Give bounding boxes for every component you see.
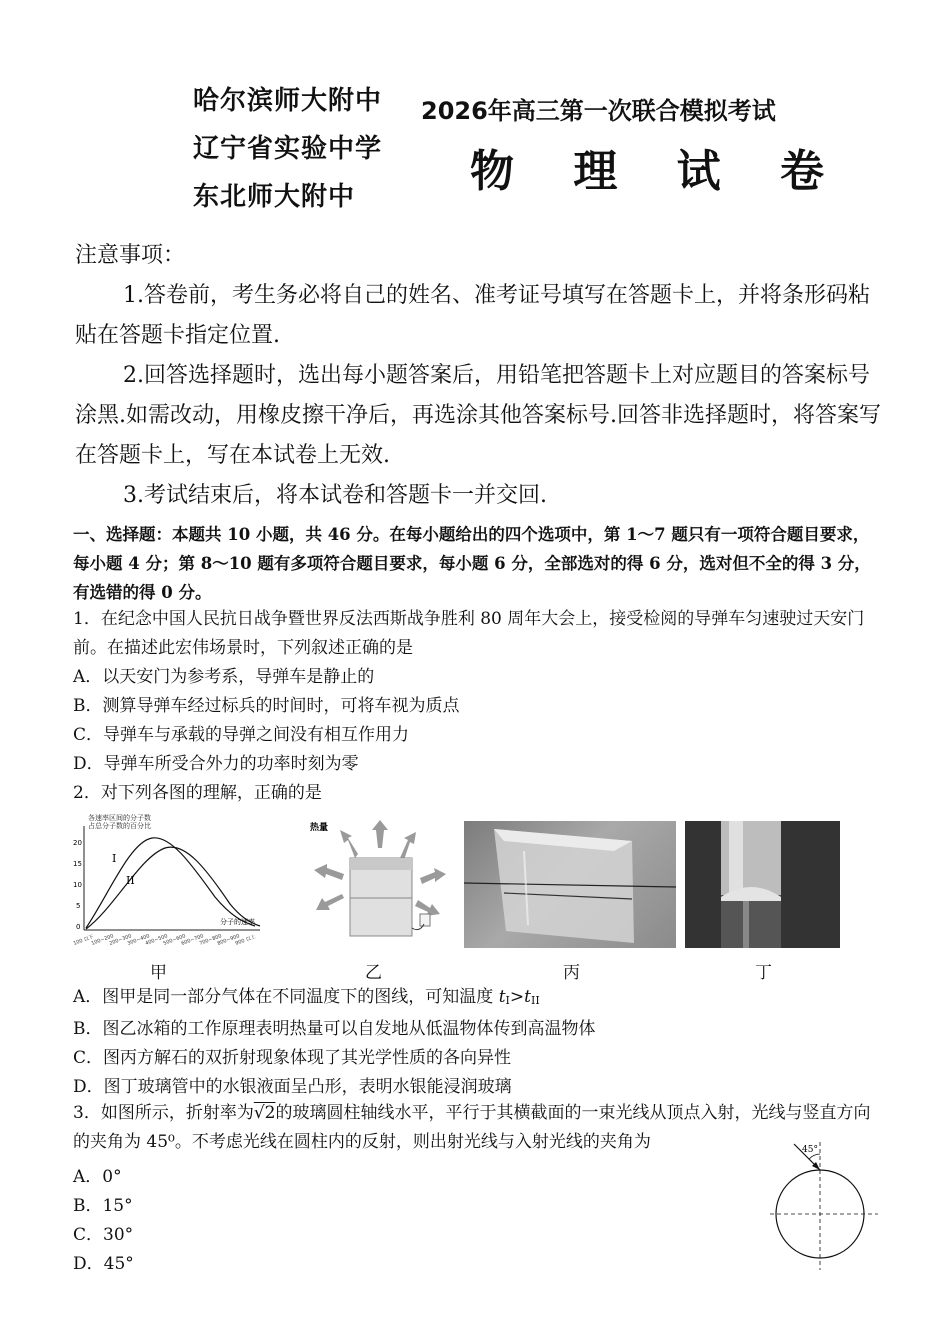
question-1-stem: 1．在纪念中国人民抗日战争暨世界反法西斯战争胜利 80 周年大会上，接受检阅的导弹车匀速驶过天安门前。在描述此宏伟场景时，下列叙述正确的是 bbox=[73, 609, 865, 658]
paper-title: 物 理 试 卷 bbox=[470, 146, 846, 197]
y-tick: 10 bbox=[73, 881, 82, 889]
x-tick: 400~500 bbox=[144, 933, 169, 947]
figure-bing-calcite-photo bbox=[464, 821, 676, 948]
q3-option-d: D．45° bbox=[73, 1254, 134, 1274]
figure-label-bing: 丙 bbox=[563, 963, 580, 983]
y-tick: 20 bbox=[73, 839, 82, 847]
chart-title-2: 占总分子数的百分比 bbox=[88, 822, 151, 830]
q3-option-a: A．0° bbox=[73, 1167, 122, 1187]
heat-label: 热量 bbox=[310, 823, 329, 833]
figure-ding-tube-photo bbox=[685, 821, 840, 948]
x-tick: 100~200 bbox=[90, 933, 115, 947]
question-3 bbox=[73, 1099, 885, 1157]
q2-option-d: D．图丁玻璃管中的水银液面呈凸形，表明水银能浸润玻璃 bbox=[73, 1077, 512, 1097]
figure-yi-fridge bbox=[300, 818, 455, 943]
curve-label-i: I bbox=[112, 852, 117, 865]
school-name-2: 辽宁省实验中学 bbox=[193, 134, 383, 164]
x-tick: 900 以上 bbox=[234, 934, 257, 947]
section-heading: 一、选择题：本题共 10 小题，共 46 分。在每小题给出的四个选项中，第 1～7 题只有一项符合题目要求，每小题 4 分；第 8～10 题有多项符合题目要求，每小题 6 分，全部选对的得 6 分，选对但不全的得 3 分，有选错的得 0 分。 bbox=[73, 525, 871, 602]
figure-jia-chart bbox=[70, 812, 270, 950]
q2-option-b: B．图乙冰箱的工作原理表明热量可以自发地从低温物体传到高温物体 bbox=[73, 1019, 596, 1039]
note-item-3: 3.考试结束后，将本试卷和答题卡一并交回. bbox=[123, 483, 547, 508]
curve-label-ii: II bbox=[126, 874, 135, 887]
school-name-3: 东北师大附中 bbox=[193, 182, 356, 212]
q3-cylinder-diagram bbox=[770, 1138, 882, 1274]
x-tick: 200~300 bbox=[108, 933, 133, 947]
note-item-1: 1.答卷前，考生务必将自己的姓名、准考证号填写在答题卡上，并将条形码粘贴在答题卡指定位置. bbox=[75, 283, 870, 348]
q2-option-a: A．图甲是同一部分气体在不同温度下的图线，可知温度 tI>tII bbox=[73, 987, 540, 1007]
x-tick: 100 以下 bbox=[72, 934, 95, 947]
y-tick: 15 bbox=[73, 860, 82, 868]
q1-option-d: D．导弹车所受合外力的功率时刻为零 bbox=[73, 754, 359, 774]
question-3-stem: 3．如图所示，折射率为√2的玻璃圆柱轴线水平，平行于其横截面的一束光线从顶点入射，光线与竖直方向的夹角为 45⁰。不考虑光线在圆柱内的反射，则出射光线与入射光线的夹角为 bbox=[73, 1103, 871, 1152]
y-tick: 0 bbox=[76, 923, 81, 931]
school-name-1: 哈尔滨师大附中 bbox=[193, 86, 383, 116]
chart-title-1: 各速率区间的分子数 bbox=[88, 814, 151, 822]
sqrt-two: √2 bbox=[253, 1103, 276, 1123]
figure-label-jia: 甲 bbox=[150, 963, 167, 983]
question-2-options bbox=[73, 983, 885, 1102]
x-tick: 700~800 bbox=[198, 933, 223, 947]
y-tick: 5 bbox=[76, 902, 81, 910]
question-1 bbox=[73, 605, 885, 808]
exam-title: 2026年高三第一次联合模拟考试 bbox=[421, 97, 776, 125]
figure-label-ding: 丁 bbox=[755, 963, 772, 983]
question-2-stem: 2．对下列各图的理解，正确的是 bbox=[73, 783, 322, 803]
q1-option-a: A．以天安门为参考系，导弹车是静止的 bbox=[73, 667, 375, 687]
angle-label: 45° bbox=[802, 1145, 818, 1155]
q3-option-b: B．15° bbox=[73, 1196, 133, 1216]
x-tick: 600~700 bbox=[180, 933, 205, 947]
x-tick: 800~900 bbox=[216, 933, 241, 947]
q3-option-c: C．30° bbox=[73, 1225, 134, 1245]
x-tick: 500~600 bbox=[162, 933, 187, 947]
notes-heading: 注意事项： bbox=[75, 243, 186, 268]
q1-option-c: C．导弹车与承载的导弹之间没有相互作用力 bbox=[73, 725, 410, 745]
x-tick: 300~400 bbox=[126, 933, 151, 947]
question-3-options bbox=[73, 1163, 373, 1279]
x-axis-label: 分子的速率 bbox=[220, 918, 255, 926]
note-item-2: 2.回答选择题时，选出每小题答案后，用铅笔把答题卡上对应题目的答案标号涂黑.如需改动，用橡皮擦干净后，再选涂其他答案标号.回答非选择题时，将答案写在答题卡上，写在本试卷上无效. bbox=[75, 363, 881, 468]
notes-block bbox=[75, 236, 887, 516]
q2-option-c: C．图丙方解石的双折射现象体现了其光学性质的各向异性 bbox=[73, 1048, 512, 1068]
figure-label-yi: 乙 bbox=[365, 963, 382, 983]
q1-option-b: B．测算导弹车经过标兵的时间时，可将车视为质点 bbox=[73, 696, 460, 716]
